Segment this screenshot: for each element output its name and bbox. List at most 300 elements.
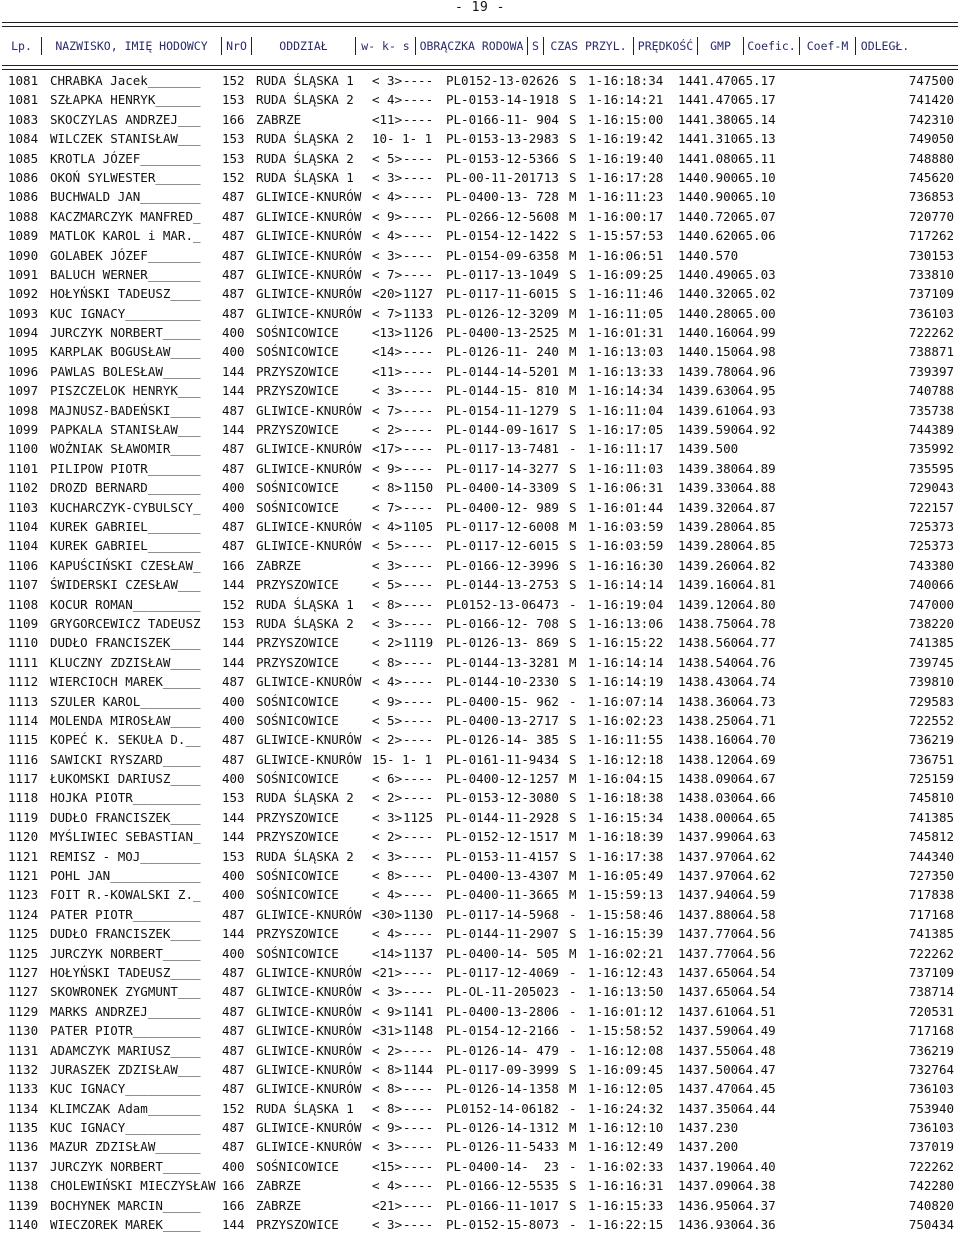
cell-distance: 743380	[908, 557, 954, 573]
cell-arrival-time: 1-16:02:23	[588, 712, 664, 728]
cell-lp: 1103	[8, 499, 39, 515]
cell-arrival-time: 1-16:13:03	[588, 344, 664, 360]
table-row	[0, 653, 960, 672]
cell-wks: < 8>	[372, 654, 403, 670]
cell-wks: < 2>	[372, 732, 403, 748]
cell-ring-number: PL-0166-11- 904	[446, 111, 559, 127]
cell-branch-number: 153	[222, 92, 245, 108]
cell-coefficient: 65.14	[738, 111, 776, 127]
cell-ring-ref: 1133	[403, 305, 434, 321]
cell-branch-name: SOŚNICOWICE	[256, 1158, 339, 1174]
cell-wks: <31>	[372, 1023, 403, 1039]
cell-ring-ref: ----	[403, 150, 434, 166]
cell-arrival-time: 1-16:11:55	[588, 732, 664, 748]
cell-breeder-name: BALUCH WERNER_______	[50, 266, 201, 282]
cell-distance: 747500	[908, 73, 954, 88]
cell-branch-number: 487	[222, 1061, 245, 1077]
cell-branch-number: 487	[222, 1042, 245, 1058]
cell-arrival-time: 1-16:13:06	[588, 615, 664, 631]
cell-ring-number: PL-0117-09-3999	[446, 1061, 559, 1077]
cell-lp: 1129	[8, 1003, 39, 1019]
cell-wks: <20>	[372, 286, 403, 302]
table-row	[0, 827, 960, 846]
cell-coefficient: 65.17	[738, 92, 776, 108]
cell-arrival-time: 1-16:12:43	[588, 964, 664, 980]
cell-speed: 1441.470	[678, 92, 739, 108]
cell-distance: 736219	[908, 1042, 954, 1058]
cell-breeder-name: KUCHARCZYK-CYBULSCY_	[50, 499, 201, 515]
cell-branch-number: 144	[222, 635, 245, 651]
cell-wks: < 3>	[372, 848, 403, 864]
cell-sex: M	[569, 383, 577, 399]
cell-sex: -	[569, 1100, 577, 1116]
cell-arrival-time: 1-16:14:14	[588, 654, 664, 670]
cell-breeder-name: MAZUR ZDZISŁAW______	[50, 1139, 201, 1155]
cell-coefficient: 64.95	[738, 383, 776, 399]
cell-sex: S	[569, 169, 577, 185]
cell-distance: 739397	[908, 363, 954, 379]
cell-arrival-time: 1-16:19:42	[588, 131, 664, 147]
cell-speed: 1436.950	[678, 1197, 739, 1213]
cell-breeder-name: MYŚLIWIEC SEBASTIAN_	[50, 829, 201, 845]
cell-ring-ref: ----	[403, 615, 434, 631]
cell-arrival-time: 1-16:09:45	[588, 1061, 664, 1077]
cell-ring-ref: ----	[403, 344, 434, 360]
cell-sex: S	[569, 577, 577, 593]
cell-branch-number: 144	[222, 654, 245, 670]
cell-branch-name: GLIWICE-KNURÓW	[256, 305, 362, 321]
cell-coefficient: 64.93	[738, 402, 776, 418]
cell-branch-name: RUDA ŚLĄSKA 2	[256, 131, 354, 147]
cell-lp: 1086	[8, 169, 39, 185]
cell-breeder-name: ŁUKOMSKI DARIUSZ____	[50, 771, 201, 787]
cell-sex: S	[569, 1178, 577, 1194]
cell-coefficient: 65.13	[738, 131, 776, 147]
header-rule-bottom	[2, 65, 958, 66]
header-cell: CZAS PRZYL.	[544, 37, 634, 55]
cell-sex: M	[569, 887, 577, 903]
cell-ring-number: PL-0400-14- 505	[446, 945, 559, 961]
table-row	[0, 265, 960, 284]
cell-speed: 1437.970	[678, 848, 739, 864]
cell-ring-ref: ----	[403, 441, 434, 457]
cell-sex: S	[569, 73, 577, 88]
cell-breeder-name: MAJNUSZ-BADEŃSKI____	[50, 402, 201, 418]
cell-speed: 1440.900	[678, 169, 739, 185]
cell-wks: < 5>	[372, 577, 403, 593]
cell-wks: < 3>	[372, 615, 403, 631]
cell-branch-name: RUDA ŚLĄSKA 2	[256, 790, 354, 806]
cell-arrival-time: 1-16:14:34	[588, 383, 664, 399]
cell-distance: 741385	[908, 635, 954, 651]
cell-distance: 740788	[908, 383, 954, 399]
cell-sex: S	[569, 266, 577, 282]
cell-ring-number: PL-00-11-201713	[446, 169, 559, 185]
cell-sex: M	[569, 305, 577, 321]
table-row	[0, 788, 960, 807]
cell-speed: 1439.160	[678, 577, 739, 593]
cell-branch-name: GLIWICE-KNURÓW	[256, 228, 362, 244]
cell-arrival-time: 1-16:14:19	[588, 674, 664, 690]
cell-ring-number: PL-0144-13-3281	[446, 654, 559, 670]
cell-distance: 735595	[908, 460, 954, 476]
cell-wks: < 7>	[372, 266, 403, 282]
cell-branch-number: 487	[222, 1120, 245, 1136]
cell-breeder-name: KOCUR ROMAN_________	[50, 596, 201, 612]
cell-speed: 1441.380	[678, 111, 739, 127]
cell-distance: 745810	[908, 790, 954, 806]
cell-breeder-name: KUC IGNACY__________	[50, 305, 201, 321]
cell-arrival-time: 1-16:06:31	[588, 480, 664, 496]
cell-coefficient: 64.76	[738, 654, 776, 670]
cell-coefficient: 64.40	[738, 1158, 776, 1174]
cell-branch-number: 487	[222, 538, 245, 554]
cell-speed: 1440.150	[678, 344, 739, 360]
cell-branch-number: 400	[222, 1158, 245, 1174]
cell-arrival-time: 1-16:03:59	[588, 518, 664, 534]
cell-breeder-name: KUREK GABRIEL_______	[50, 538, 201, 554]
cell-branch-number: 144	[222, 363, 245, 379]
cell-sex: M	[569, 363, 577, 379]
cell-breeder-name: KLIMCZAK Adam_______	[50, 1100, 201, 1116]
cell-wks: < 5>	[372, 712, 403, 728]
cell-sex: S	[569, 809, 577, 825]
cell-breeder-name: MATLOK KAROL i MAR._	[50, 228, 201, 244]
cell-branch-name: SOŚNICOWICE	[256, 945, 339, 961]
table-row	[0, 808, 960, 827]
header-cell: NAZWISKO, IMIĘ HODOWCY	[42, 37, 222, 55]
cell-branch-name: PRZYSZOWICE	[256, 577, 339, 593]
cell-ring-ref: ----	[403, 208, 434, 224]
cell-branch-number: 487	[222, 518, 245, 534]
cell-ring-ref: ----	[403, 654, 434, 670]
cell-speed: 1439.320	[678, 499, 739, 515]
cell-lp: 1084	[8, 131, 39, 147]
cell-sex: S	[569, 926, 577, 942]
cell-sex: M	[569, 325, 577, 341]
cell-branch-number: 487	[222, 441, 245, 457]
cell-wks: < 6>	[372, 771, 403, 787]
cell-branch-name: SOŚNICOWICE	[256, 693, 339, 709]
cell-coefficient: 64.56	[738, 945, 776, 961]
cell-branch-number: 487	[222, 984, 245, 1000]
cell-arrival-time: 1-16:17:05	[588, 422, 664, 438]
cell-ring-number: PL-0400-13-2806	[446, 1003, 559, 1019]
cell-arrival-time: 1-16:15:34	[588, 809, 664, 825]
header-cell: PRĘDKOŚĆ	[634, 37, 698, 55]
cell-branch-number: 487	[222, 732, 245, 748]
cell-lp: 1096	[8, 363, 39, 379]
cell-wks: <15>	[372, 1158, 403, 1174]
cell-coefficient: 64.47	[738, 1061, 776, 1077]
cell-lp: 1101	[8, 460, 39, 476]
cell-branch-number: 152	[222, 596, 245, 612]
cell-coefficient: 64.74	[738, 674, 776, 690]
table-row	[0, 672, 960, 691]
cell-sex: M	[569, 189, 577, 205]
cell-ring-number: PL-0126-14-1358	[446, 1081, 559, 1097]
cell-speed: 1440.720	[678, 208, 739, 224]
cell-sex: M	[569, 518, 577, 534]
cell-coefficient: 64.82	[738, 557, 776, 573]
cell-lp: 1133	[8, 1081, 39, 1097]
cell-coefficient: 64.36	[738, 1217, 776, 1233]
cell-arrival-time: 1-16:15:39	[588, 926, 664, 942]
cell-arrival-time: 1-16:05:49	[588, 868, 664, 884]
cell-coefficient: 64.62	[738, 868, 776, 884]
cell-ring-number: PL-0400-12-1257	[446, 771, 559, 787]
table-row	[0, 1002, 960, 1021]
cell-arrival-time: 1-15:57:53	[588, 228, 664, 244]
cell-ring-ref: ----	[403, 790, 434, 806]
cell-distance: 736103	[908, 305, 954, 321]
cell-lp: 1120	[8, 829, 39, 845]
cell-arrival-time: 1-16:24:32	[588, 1100, 664, 1116]
cell-ring-number: PL-0126-14- 385	[446, 732, 559, 748]
cell-branch-name: PRZYSZOWICE	[256, 926, 339, 942]
cell-sex: S	[569, 790, 577, 806]
cell-distance: 736103	[908, 1120, 954, 1136]
cell-sex: M	[569, 945, 577, 961]
cell-breeder-name: SZULER KAROL________	[50, 693, 201, 709]
cell-lp: 1113	[8, 693, 39, 709]
cell-coefficient: 64.77	[738, 635, 776, 651]
cell-sex: -	[569, 596, 577, 612]
cell-sex: -	[569, 964, 577, 980]
cell-arrival-time: 1-16:00:17	[588, 208, 664, 224]
cell-ring-number: PL-0117-13-1049	[446, 266, 559, 282]
cell-speed: 1437.970	[678, 868, 739, 884]
cell-sex: S	[569, 499, 577, 515]
cell-ring-ref: ----	[403, 926, 434, 942]
cell-branch-number: 400	[222, 887, 245, 903]
cell-arrival-time: 1-16:12:18	[588, 751, 664, 767]
cell-lp: 1110	[8, 635, 39, 651]
cell-distance: 737019	[908, 1139, 954, 1155]
cell-distance: 745620	[908, 169, 954, 185]
cell-arrival-time: 1-16:01:44	[588, 499, 664, 515]
cell-distance: 739810	[908, 674, 954, 690]
cell-ring-number: PL-0153-13-2983	[446, 131, 559, 147]
table-row	[0, 1137, 960, 1156]
table-row	[0, 924, 960, 943]
cell-arrival-time: 1-16:15:22	[588, 635, 664, 651]
cell-branch-name: PRZYSZOWICE	[256, 809, 339, 825]
cell-breeder-name: ŚWIDERSKI CZESŁAW___	[50, 577, 201, 593]
cell-arrival-time: 1-16:11:05	[588, 305, 664, 321]
cell-distance: 722262	[908, 325, 954, 341]
cell-distance: 729043	[908, 480, 954, 496]
cell-lp: 1089	[8, 228, 39, 244]
table-row	[0, 1118, 960, 1137]
header-cell: w- k- s	[356, 37, 416, 55]
cell-speed: 1440.280	[678, 305, 739, 321]
cell-branch-name: GLIWICE-KNURÓW	[256, 266, 362, 282]
cell-branch-name: GLIWICE-KNURÓW	[256, 518, 362, 534]
cell-speed: 1439.330	[678, 480, 739, 496]
cell-coefficient: 64.87	[738, 499, 776, 515]
cell-coefficient: 64.59	[738, 887, 776, 903]
cell-lp: 1137	[8, 1158, 39, 1174]
header-cell: ODLEGŁ.	[860, 39, 910, 53]
cell-lp: 1090	[8, 247, 39, 263]
cell-ring-number: PL-0126-13- 869	[446, 635, 559, 651]
table-row	[0, 1176, 960, 1195]
cell-ring-number: PL-0117-14-3277	[446, 460, 559, 476]
cell-branch-name: SOŚNICOWICE	[256, 887, 339, 903]
cell-sex: S	[569, 557, 577, 573]
cell-branch-name: SOŚNICOWICE	[256, 499, 339, 515]
cell-lp: 1139	[8, 1197, 39, 1213]
cell-ring-number: PL-0400-12- 989	[446, 499, 559, 515]
cell-coefficient: 64.66	[738, 790, 776, 806]
cell-ring-ref: ----	[403, 266, 434, 282]
cell-branch-number: 166	[222, 1197, 245, 1213]
table-row	[0, 498, 960, 517]
cell-sex: S	[569, 150, 577, 166]
table-row	[0, 595, 960, 614]
cell-speed: 1440.570	[678, 247, 739, 263]
cell-speed: 1437.650	[678, 984, 739, 1000]
cell-breeder-name: SKOCZYLAS ANDRZEJ___	[50, 111, 201, 127]
cell-branch-number: 144	[222, 829, 245, 845]
cell-ring-ref: ----	[403, 499, 434, 515]
cell-ring-number: PL-0144-14-5201	[446, 363, 559, 379]
cell-ring-number: PL-0154-09-6358	[446, 247, 559, 263]
cell-sex: M	[569, 654, 577, 670]
cell-breeder-name: KUC IGNACY__________	[50, 1120, 201, 1136]
cell-sex: M	[569, 208, 577, 224]
header-cell: Lp.	[2, 37, 42, 55]
cell-sex: -	[569, 906, 577, 922]
cell-ring-number: PL-0154-11-1279	[446, 402, 559, 418]
cell-breeder-name: MOLENDA MIROSŁAW____	[50, 712, 201, 728]
cell-ring-ref: ----	[403, 402, 434, 418]
table-row	[0, 847, 960, 866]
cell-branch-name: GLIWICE-KNURÓW	[256, 984, 362, 1000]
cell-breeder-name: WOŹNIAK SŁAWOMIR____	[50, 441, 201, 457]
cell-branch-name: PRZYSZOWICE	[256, 363, 339, 379]
cell-coefficient: 65.10	[738, 189, 776, 205]
cell-arrival-time: 1-16:15:00	[588, 111, 664, 127]
cell-distance: 722157	[908, 499, 954, 515]
cell-lp: 1119	[8, 809, 39, 825]
cell-coefficient: 64.85	[738, 538, 776, 554]
cell-lp: 1108	[8, 596, 39, 612]
cell-wks: < 3>	[372, 809, 403, 825]
cell-distance: 741420	[908, 92, 954, 108]
cell-lp: 1098	[8, 402, 39, 418]
cell-arrival-time: 1-16:12:10	[588, 1120, 664, 1136]
cell-sex: M	[569, 868, 577, 884]
cell-ring-ref: ----	[403, 1100, 434, 1116]
cell-speed: 1441.310	[678, 131, 739, 147]
cell-lp: 1097	[8, 383, 39, 399]
cell-ring-number: PL-0166-12- 708	[446, 615, 559, 631]
cell-branch-name: ZABRZE	[256, 557, 302, 573]
cell-distance: 737109	[908, 964, 954, 980]
cell-ring-ref: ----	[403, 596, 434, 612]
cell-branch-number: 487	[222, 674, 245, 690]
cell-ring-ref: ----	[403, 577, 434, 593]
table-row	[0, 536, 960, 555]
cell-lp: 1099	[8, 422, 39, 438]
cell-sex: M	[569, 1120, 577, 1136]
cell-ring-ref: 1130	[403, 906, 434, 922]
cell-ring-ref: 1125	[403, 809, 434, 825]
cell-lp: 1125	[8, 945, 39, 961]
cell-wks: < 8>	[372, 1061, 403, 1077]
cell-branch-number: 400	[222, 344, 245, 360]
cell-breeder-name: CHRABKA Jacek_______	[50, 73, 201, 88]
cell-distance: 741385	[908, 809, 954, 825]
cell-distance: 725373	[908, 518, 954, 534]
table-row	[0, 750, 960, 769]
cell-wks: < 9>	[372, 208, 403, 224]
cell-ring-ref: ----	[403, 712, 434, 728]
cell-arrival-time: 1-16:14:21	[588, 92, 664, 108]
cell-ring-number: PL-0400-13-4307	[446, 868, 559, 884]
cell-ring-number: PL-0117-11-6015	[446, 286, 559, 302]
cell-coefficient: 64.65	[738, 809, 776, 825]
cell-arrival-time: 1-16:18:38	[588, 790, 664, 806]
cell-branch-name: GLIWICE-KNURÓW	[256, 402, 362, 418]
cell-ring-number: PL-0266-12-5608	[446, 208, 559, 224]
cell-ring-ref: ----	[403, 247, 434, 263]
cell-breeder-name: WIECZOREK MAREK_____	[50, 1217, 201, 1233]
cell-wks: < 4>	[372, 1178, 403, 1194]
cell-arrival-time: 1-16:16:31	[588, 1178, 664, 1194]
cell-ring-ref: ----	[403, 771, 434, 787]
table-row	[0, 905, 960, 924]
cell-distance: 740066	[908, 577, 954, 593]
cell-wks: < 3>	[372, 557, 403, 573]
cell-speed: 1438.360	[678, 693, 739, 709]
cell-speed: 1437.230	[678, 1120, 739, 1136]
cell-distance: 735992	[908, 441, 954, 457]
cell-ring-number: PL-0400-14- 23	[446, 1158, 559, 1174]
cell-branch-name: SOŚNICOWICE	[256, 771, 339, 787]
cell-branch-number: 166	[222, 111, 245, 127]
cell-branch-name: PRZYSZOWICE	[256, 1217, 339, 1233]
table-row	[0, 963, 960, 982]
cell-branch-name: RUDA ŚLĄSKA 2	[256, 150, 354, 166]
cell-distance: 736103	[908, 1081, 954, 1097]
cell-wks: < 7>	[372, 305, 403, 321]
table-row	[0, 110, 960, 129]
cell-branch-number: 487	[222, 266, 245, 282]
cell-branch-number: 153	[222, 150, 245, 166]
cell-lp: 1131	[8, 1042, 39, 1058]
cell-ring-ref: ----	[403, 169, 434, 185]
table-row	[0, 90, 960, 109]
cell-speed: 1437.650	[678, 964, 739, 980]
cell-distance: 747000	[908, 596, 954, 612]
cell-distance: 744340	[908, 848, 954, 864]
cell-branch-name: RUDA ŚLĄSKA 1	[256, 73, 354, 88]
cell-ring-ref: ----	[403, 674, 434, 690]
cell-lp: 1094	[8, 325, 39, 341]
cell-breeder-name: CHOLEWIŃSKI MIECZYSŁAW	[50, 1178, 216, 1194]
cell-distance: 717168	[908, 1023, 954, 1039]
table-row	[0, 284, 960, 303]
table-row	[0, 342, 960, 361]
cell-branch-number: 144	[222, 926, 245, 942]
cell-lp: 1132	[8, 1061, 39, 1077]
cell-coefficient: 64.58	[738, 906, 776, 922]
cell-arrival-time: 1-16:17:38	[588, 848, 664, 864]
cell-speed: 1440.160	[678, 325, 739, 341]
